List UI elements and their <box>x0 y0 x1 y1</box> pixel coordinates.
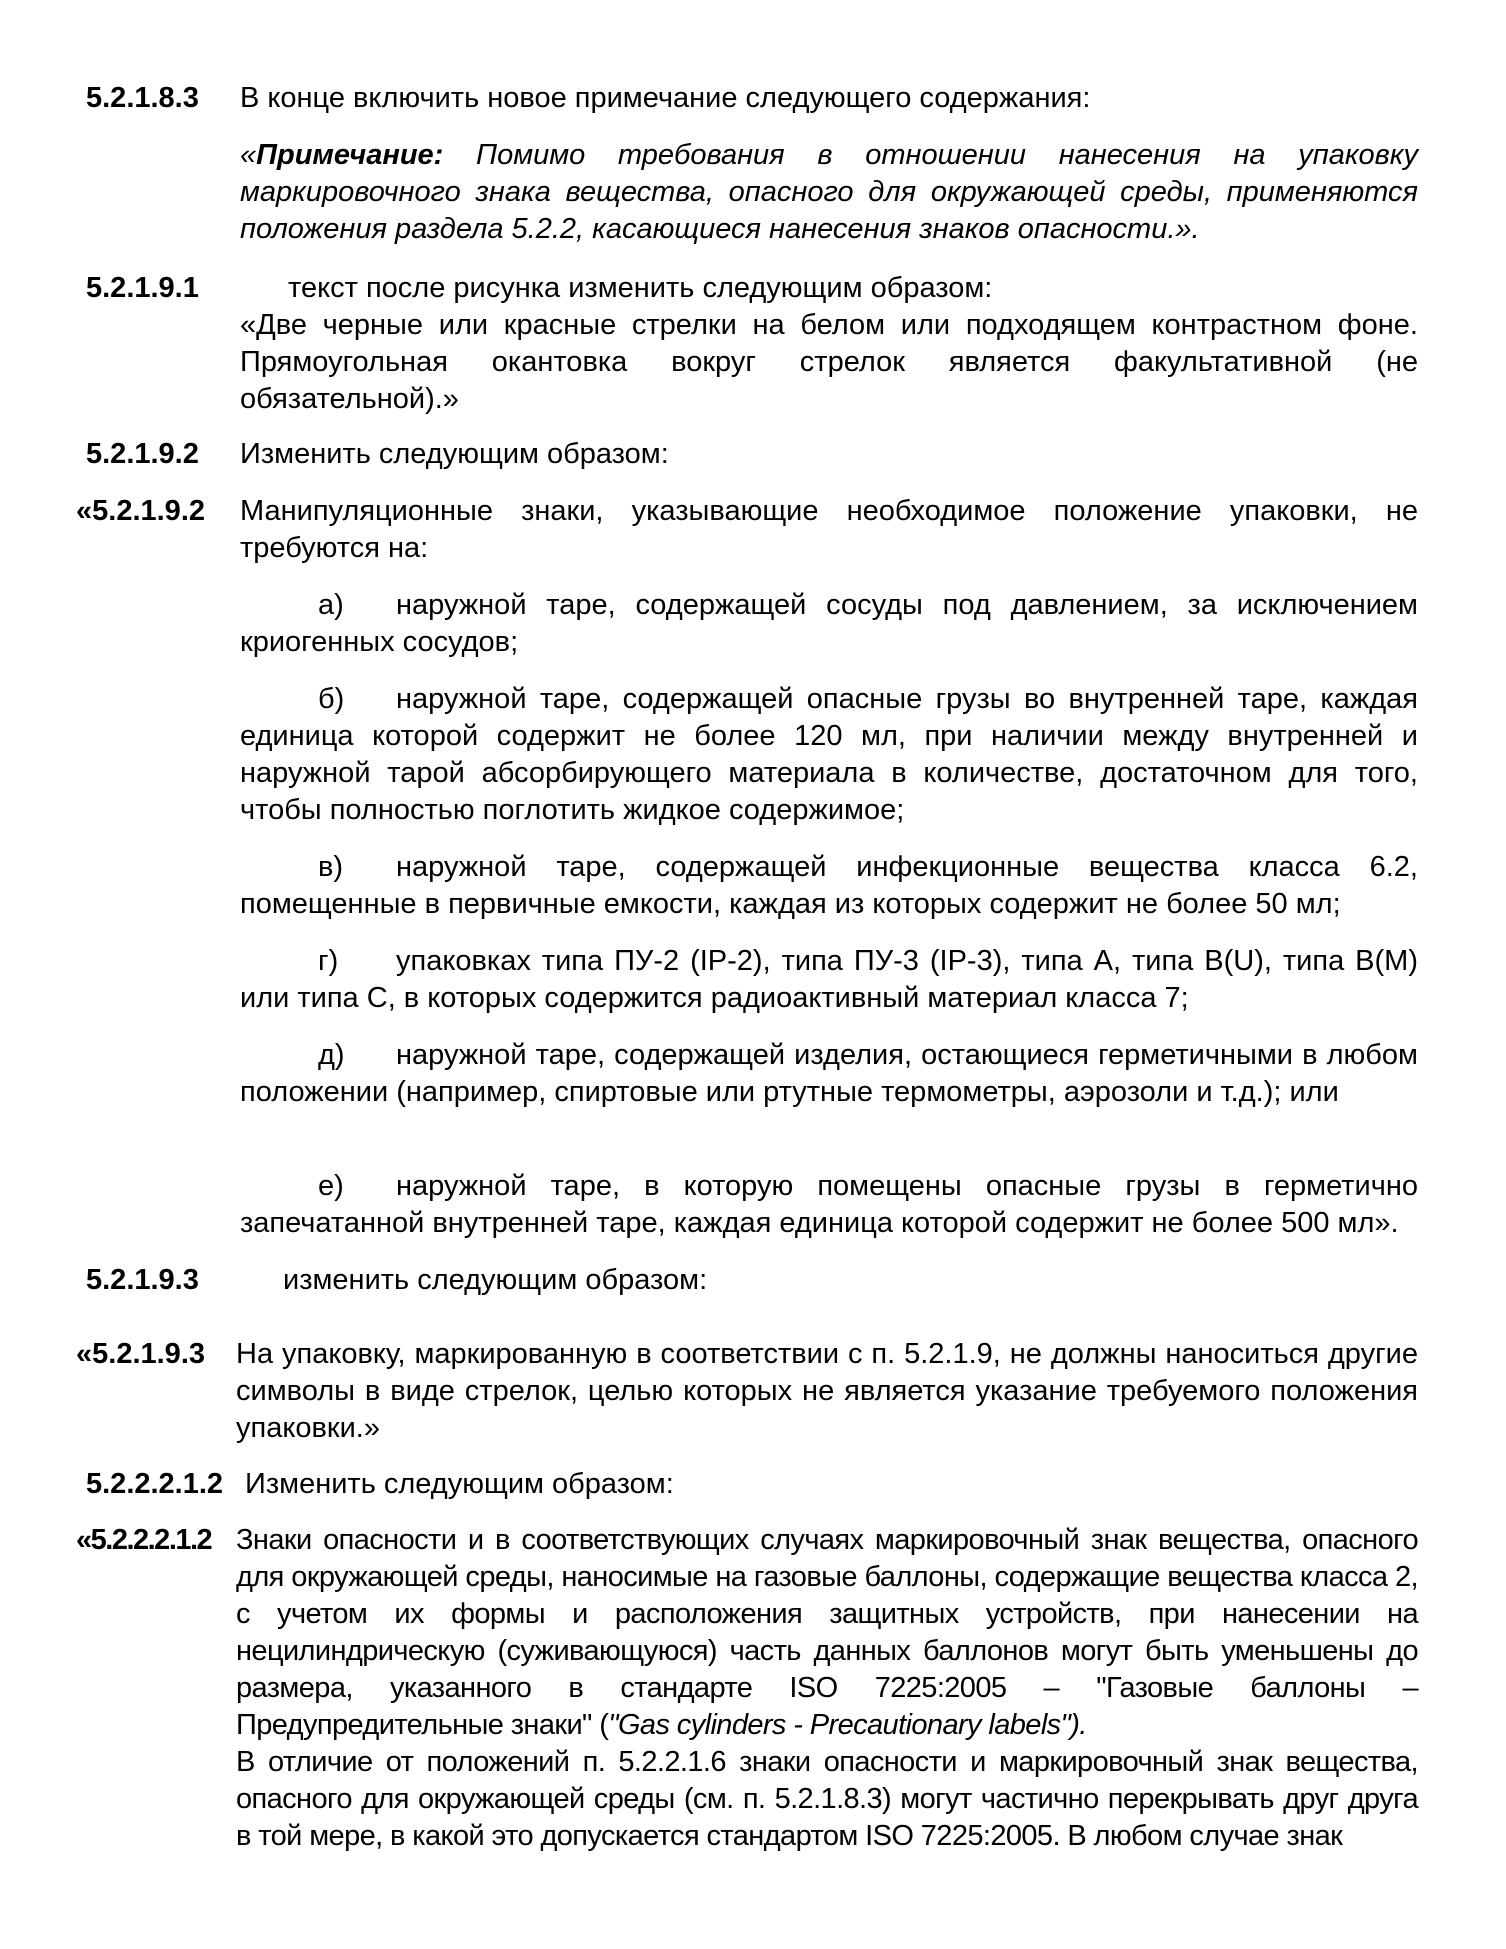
section-text: Изменить следующим образом: <box>245 1468 674 1500</box>
note-label: Примечание: <box>256 139 444 171</box>
list-item-text: наружной таре, содержащей изделия, остающиеся герметичными в любом положении (например, спиртовые или ртутные термометры, аэрозоли и т.д.); или <box>240 1039 1418 1108</box>
section-number: 5.2.1.9.2 <box>86 438 199 470</box>
section-number: 5.2.1.9.3 <box>86 1264 199 1296</box>
section-number: 5.2.1.8.3 <box>86 82 199 114</box>
paragraph-text: Знаки опасности и в соответствующих случаях маркировочный знак вещества, опасного для окружающей среды, наносимые на газовые баллоны, содержащие вещества класса 2, с учетом их формы и расположения защитных устройств, при нанесении на нецилиндрическую (суживающуюся) часть данных баллонов могут быть уменьшены до размера, указанного в стандарте ISO 7225:2005 – "Газовые баллоны – Предупредительные знаки" ( <box>236 1524 1418 1741</box>
paragraph-italic-text: "Gas cylinders - Precautionary labels"). <box>608 1709 1087 1741</box>
section-text: Изменить следующим образом: <box>240 438 669 470</box>
list-item-label: б) <box>318 683 345 715</box>
list-item-label: е) <box>318 1170 344 1202</box>
section-number: «5.2.2.2.1.2 <box>76 1524 212 1556</box>
section-text <box>236 1522 1418 1744</box>
section-text: изменить следующим образом: <box>283 1264 708 1296</box>
section-text: В конце включить новое примечание следующего содержания: <box>240 82 1091 114</box>
note-paragraph <box>240 137 1418 248</box>
list-item-label: д) <box>318 1039 345 1071</box>
section-text: Манипуляционные знаки, указывающие необходимое положение упаковки, не требуются на: <box>240 495 1418 564</box>
list-item-text: наружной таре, содержащей сосуды под давлением, за исключением криогенных сосудов; <box>240 589 1418 658</box>
list-item <box>240 1037 1418 1111</box>
section-number: 5.2.2.2.1.2 <box>86 1468 224 1500</box>
list-item <box>240 849 1418 923</box>
section-text: На упаковку, маркированную в соответствии с п. 5.2.1.9, не должны наноситься другие символы в виде стрелок, целью которых не является указание требуемого положения упаковки.» <box>236 1338 1418 1444</box>
section-text: текст после рисунка изменить следующим образом: <box>288 272 993 304</box>
list-item-label: г) <box>318 945 339 977</box>
quote-open: « <box>240 139 257 171</box>
list-item <box>240 943 1418 1017</box>
paragraph-text: В отличие от положений п. 5.2.2.1.6 знаки опасности и маркировочный знак вещества, опасного для окружающей среды (см. п. 5.2.1.8.3) могут частично перекрывать друг друга в той мере, в какой это допускается стандартом ISO 7225:2005. В любом случае знак <box>236 1746 1418 1852</box>
note-text: Помимо требования в отношении нанесения на упаковку маркировочного знака вещества, опасного для окружающей среды, применяются положения раздела 5.2.2, касающиеся нанесения знаков опасности.». <box>240 139 1418 245</box>
list-item-text: наружной таре, в которую помещены опасные грузы в герметично запечатанной внутренней таре, каждая единица которой содержит не более 500 мл». <box>240 1170 1418 1239</box>
list-item <box>240 681 1418 829</box>
list-item-text: наружной таре, содержащей опасные грузы во внутренней таре, каждая единица которой содержит не более 120 мл, при наличии между внутренней и наружной тарой абсорбирующего материала в количестве, достаточном для того, чтобы полностью поглотить жидкое содержимое; <box>240 683 1418 826</box>
list-item-text: упаковках типа ПУ-2 (IP-2), типа ПУ-3 (IP-3), типа A, типа B(U), типа B(M) или типа C, в которых содержится радиоактивный материал класса 7; <box>240 945 1418 1014</box>
section-number: 5.2.1.9.1 <box>86 272 199 304</box>
list-item-label: в) <box>318 851 344 883</box>
list-item-text: наружной таре, содержащей инфекционные вещества класса 6.2, помещенные в первичные емкости, каждая из которых содержит не более 50 мл; <box>240 851 1418 920</box>
list-item-label: а) <box>318 589 344 621</box>
quoted-text: «Две черные или красные стрелки на белом или подходящем контрастном фоне. Прямоугольная окантовка вокруг стрелок является факультативной (не обязательной).» <box>240 309 1418 415</box>
section-number: «5.2.1.9.3 <box>76 1338 205 1370</box>
section-number: «5.2.1.9.2 <box>76 495 205 527</box>
list-item <box>240 587 1418 661</box>
list-item <box>240 1168 1418 1242</box>
